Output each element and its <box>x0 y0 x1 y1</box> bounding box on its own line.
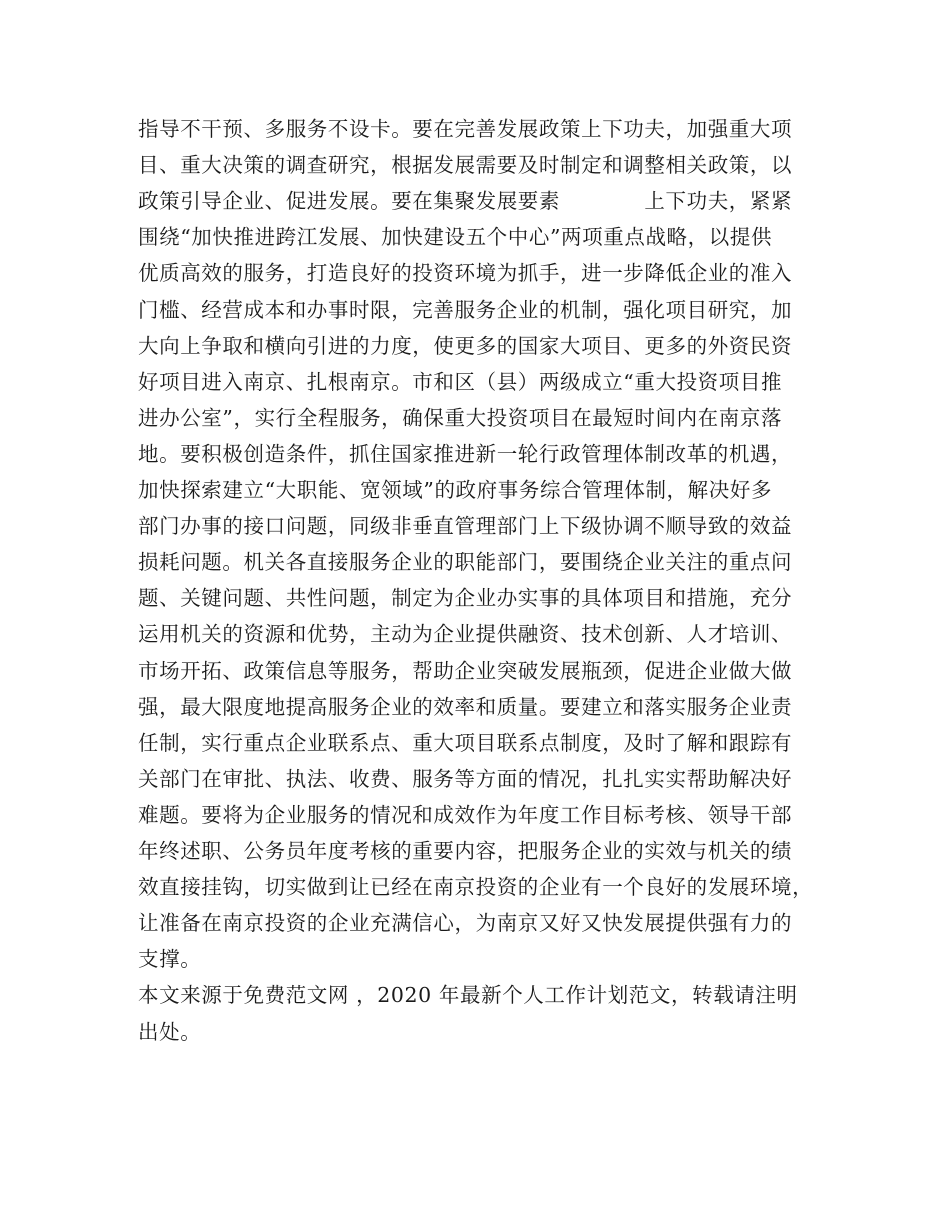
paragraph-line: 题、关键问题、共性问题，制定为企业办实事的具体项目和措施，充分 <box>138 586 793 611</box>
paragraph-line: 运用机关的资源和优势，主动为企业提供融资、技术创新、人才培训、 <box>138 622 793 647</box>
paragraph-line: 强，最大限度地提高服务企业的效率和质量。要建立和落实服务企业责 <box>138 694 793 719</box>
paragraph-line: 效直接挂钩，切实做到让已经在南京投资的企业有一个良好的发展环境， <box>138 875 814 900</box>
paragraph-line: 损耗问题。机关各直接服务企业的职能部门，要围绕企业关注的重点问 <box>138 550 793 575</box>
paragraph-line: 门槛、经营成本和办事时限，完善服务企业的机制，强化项目研究，加 <box>138 297 793 322</box>
paragraph-line: 加快探索建立“大职能、宽领域”的政府事务综合管理体制，解决好多 <box>138 478 773 502</box>
paragraph-line: 市场开拓、政策信息等服务，帮助企业突破发展瓶颈，促进企业做大做 <box>138 658 793 683</box>
paragraph-line: 任制，实行重点企业联系点、重大项目联系点制度，及时了解和跟踪有 <box>138 730 793 755</box>
paragraph-line: 好项目进入南京、扎根南京。市和区（县）两级成立“重大投资项目推 <box>138 369 783 394</box>
paragraph-line: 进办公室”，实行全程服务，确保重大投资项目在最短时间内在南京落 <box>138 405 783 430</box>
paragraph-line: 支撑。 <box>138 947 202 972</box>
source-note-line: 出处。 <box>138 1019 202 1044</box>
paragraph-line: 政策引导企业、促进发展。要在集聚发展要素 上下功夫，紧紧 <box>138 189 793 214</box>
paragraph-line: 大向上争取和横向引进的力度，使更多的国家大项目、更多的外资民资 <box>138 333 793 358</box>
paragraph-line: 围绕“加快推进跨江发展、加快建设五个中心”两项重点战略，以提供 <box>138 225 773 250</box>
source-note-line: 本文来源于免费范文网 ，2020 年最新个人工作计划范文，转载请注明 <box>138 983 798 1008</box>
paragraph-line: 难题。要将为企业服务的情况和成效作为年度工作目标考核、领导干部 <box>138 802 793 827</box>
paragraph-line: 指导不干预、多服务不设卡。要在完善发展政策上下功夫，加强重大项 <box>138 117 793 141</box>
paragraph-line: 地。要积极创造条件，抓住国家推进新一轮行政管理体制改革的机遇， <box>138 441 793 466</box>
paragraph-line: 部门办事的接口问题，同级非垂直管理部门上下级协调不顺导致的效益 <box>138 514 793 539</box>
paragraph-line: 年终述职、公务员年度考核的重要内容，把服务企业的实效与机关的绩 <box>138 839 793 863</box>
paragraph-line: 关部门在审批、执法、收费、服务等方面的情况，扎扎实实帮助解决好 <box>138 766 793 791</box>
paragraph-line: 优质高效的服务，打造良好的投资环境为抓手，进一步降低企业的准入 <box>138 261 793 286</box>
paragraph-line: 目、重大决策的调查研究，根据发展需要及时制定和调整相关政策，以 <box>138 153 793 178</box>
paragraph-line: 让准备在南京投资的企业充满信心，为南京又好又快发展提供强有力的 <box>138 911 793 936</box>
